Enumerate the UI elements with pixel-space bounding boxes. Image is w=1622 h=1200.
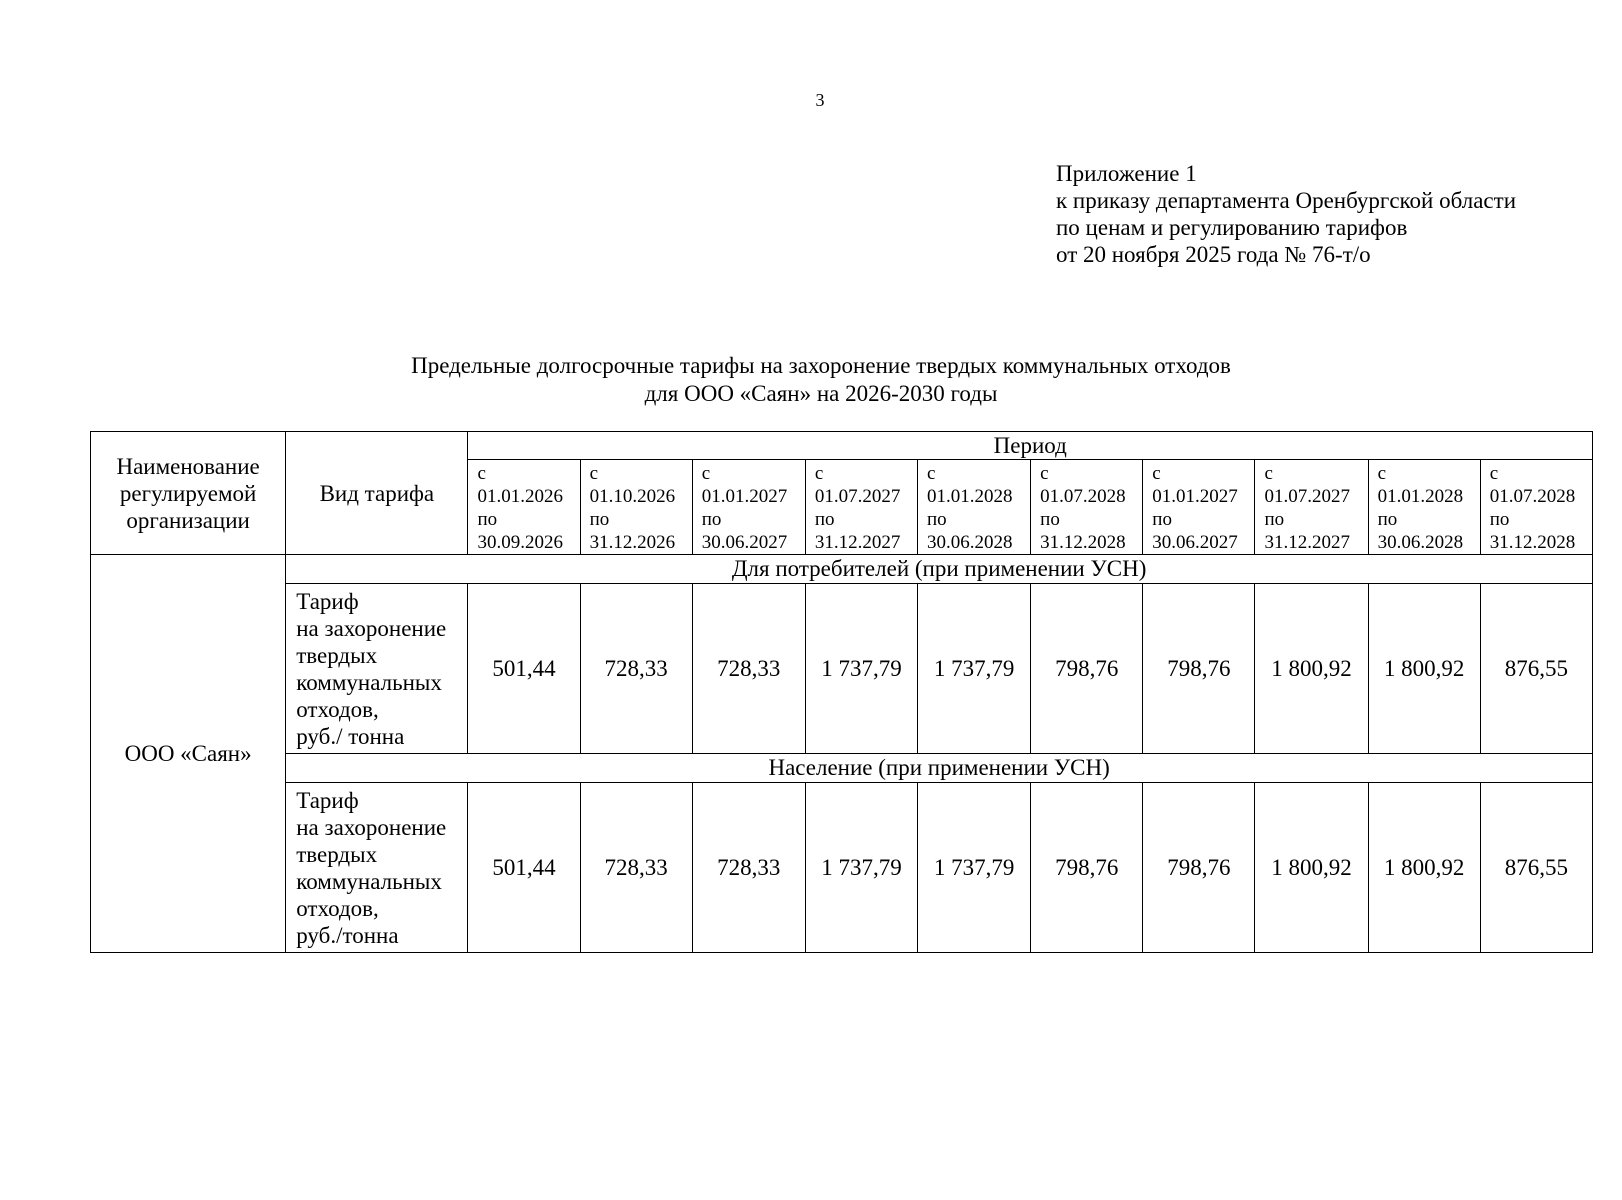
section-heading-row: [91, 555, 1593, 584]
tariff-value-cell: 798,76: [1031, 584, 1143, 754]
period-from: 01.07.2028: [1040, 486, 1126, 507]
header-kind: Вид тарифа: [286, 432, 468, 555]
period-from: 01.07.2027: [814, 486, 901, 507]
section-heading: Для потребителей (при применении УСН): [286, 555, 1593, 584]
period-po: по: [477, 509, 498, 530]
appendix-line: Приложение 1: [1056, 161, 1197, 186]
tariff-value-cell: 1 800,92: [1255, 783, 1368, 953]
period-s: с: [1152, 463, 1161, 484]
period-po: по: [1377, 509, 1398, 530]
tariff-value-cell: 798,76: [1143, 783, 1255, 953]
appendix-line: по ценам и регулированию тарифов: [1056, 215, 1408, 240]
tariff-kind-line: Тариф: [296, 589, 359, 614]
period-from: 01.01.2026: [477, 486, 563, 507]
tariff-kind-line: твердых: [296, 643, 378, 668]
period-from: 01.01.2027: [1152, 486, 1238, 507]
tariff-value-cell: 876,55: [1480, 783, 1592, 953]
period-po: по: [589, 509, 610, 530]
tariff-value-cell: 728,33: [580, 584, 692, 754]
period-s: с: [1489, 463, 1499, 484]
page-number: 3: [815, 90, 825, 110]
tariff-kind-line: руб./ тонна: [296, 724, 405, 749]
period-cell: [1255, 460, 1368, 555]
tariff-value-cell: 876,55: [1480, 584, 1592, 754]
values-row: [91, 783, 1593, 953]
period-to: 31.12.2028: [1040, 532, 1126, 553]
tariff-kind-line: на захоронение: [296, 616, 447, 641]
period-s: с: [1264, 463, 1273, 484]
period-to: 30.06.2028: [927, 532, 1013, 553]
tariff-kind-cell: [286, 783, 468, 953]
tariff-value-cell: 1 737,79: [805, 584, 917, 754]
period-s: с: [1040, 463, 1049, 484]
appendix-line: к приказу департамента Оренбургской области: [1056, 188, 1516, 213]
period-cell: [1480, 460, 1592, 555]
period-s: с: [927, 463, 936, 484]
period-po: по: [701, 509, 722, 530]
tariff-kind-line: коммунальных: [296, 869, 442, 894]
period-to: 31.12.2026: [589, 532, 676, 553]
tariff-value-cell: 1 800,92: [1368, 783, 1480, 953]
title-line: для ООО «Саян» на 2026-2030 годы: [644, 381, 998, 406]
tariff-value-cell: 728,33: [692, 783, 805, 953]
period-cell: [1031, 460, 1143, 555]
period-cell: [1368, 460, 1480, 555]
period-s: с: [477, 463, 486, 484]
appendix-line: от 20 ноября 2025 года № 76-т/о: [1056, 242, 1371, 267]
period-po: по: [1040, 509, 1060, 530]
period-to: 30.09.2026: [477, 532, 563, 553]
values-row: [91, 584, 1593, 754]
period-s: с: [589, 463, 599, 484]
tariff-value-cell: 1 737,79: [918, 783, 1031, 953]
period-from: 01.01.2028: [1377, 486, 1464, 507]
period-cell: [468, 460, 580, 555]
header-row: [91, 432, 1593, 460]
section-heading-row: [91, 754, 1593, 783]
tariff-table: [90, 431, 1593, 953]
period-po: по: [927, 509, 947, 530]
tariff-value-cell: 501,44: [468, 783, 580, 953]
period-po: по: [1264, 509, 1285, 530]
header-org: Наименование регулируемой организации: [91, 432, 286, 555]
period-to: 30.06.2027: [1152, 532, 1238, 553]
title-line: Предельные долгосрочные тарифы на захоронение твердых коммунальных отходов: [411, 353, 1231, 378]
tariff-value-cell: 501,44: [468, 584, 580, 754]
period-s: с: [701, 463, 711, 484]
period-po: по: [814, 509, 835, 530]
tariff-value-cell: 798,76: [1031, 783, 1143, 953]
tariff-kind-line: отходов,: [296, 896, 379, 921]
tariff-value-cell: 1 737,79: [805, 783, 917, 953]
organization-cell: ООО «Саян»: [91, 555, 286, 953]
tariff-kind-cell: [286, 584, 468, 754]
period-from: 01.01.2027: [701, 486, 788, 507]
tariff-value-cell: 728,33: [692, 584, 805, 754]
period-to: 31.12.2027: [1264, 532, 1350, 553]
tariff-value-cell: 728,33: [580, 783, 692, 953]
tariff-kind-line: руб./тонна: [296, 923, 399, 948]
period-to: 30.06.2027: [701, 532, 788, 553]
period-po: по: [1152, 509, 1172, 530]
tariff-value-cell: 1 800,92: [1368, 584, 1480, 754]
tariff-value-cell: 1 737,79: [918, 584, 1031, 754]
period-to: 31.12.2028: [1489, 532, 1576, 553]
tariff-value-cell: 1 800,92: [1255, 584, 1368, 754]
tariff-value-cell: 798,76: [1143, 584, 1255, 754]
period-to: 30.06.2028: [1377, 532, 1464, 553]
document-title: [0, 352, 1622, 408]
appendix-block: [1056, 160, 1516, 268]
tariff-kind-line: коммунальных: [296, 670, 442, 695]
tariff-kind-line: Тариф: [296, 788, 359, 813]
period-cell: [692, 460, 805, 555]
period-from: 01.01.2028: [927, 486, 1013, 507]
period-from: 01.10.2026: [589, 486, 676, 507]
period-to: 31.12.2027: [814, 532, 901, 553]
period-s: с: [814, 463, 824, 484]
period-po: по: [1489, 509, 1510, 530]
period-from: 01.07.2028: [1489, 486, 1576, 507]
period-cell: [580, 460, 692, 555]
period-cell: [1143, 460, 1255, 555]
section-heading: Население (при применении УСН): [286, 754, 1593, 783]
period-s: с: [1377, 463, 1387, 484]
period-cell: [918, 460, 1031, 555]
tariff-kind-line: отходов,: [296, 697, 379, 722]
period-cell: [805, 460, 917, 555]
period-from: 01.07.2027: [1264, 486, 1350, 507]
header-period: Период: [468, 432, 1593, 460]
tariff-kind-line: на захоронение: [296, 815, 447, 840]
tariff-kind-line: твердых: [296, 842, 378, 867]
